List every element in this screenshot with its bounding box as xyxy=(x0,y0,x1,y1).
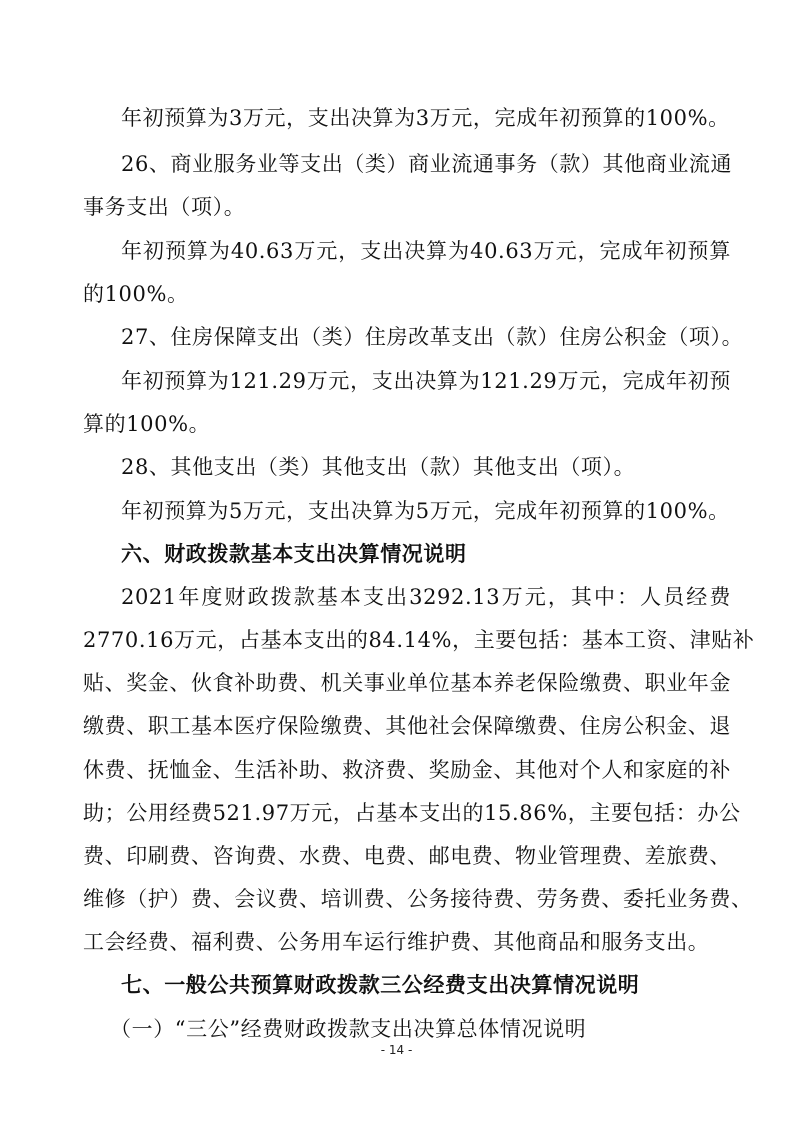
paragraph-line: 28、其他支出（类）其他支出（款）其他支出（项）。 xyxy=(121,455,636,479)
paragraph-line: 26、商业服务业等支出（类）商业流通事务（款）其他商业流通 xyxy=(121,152,733,176)
paragraph-line: 年初预算为5万元，支出决算为5万元，完成年初预算的100%。 xyxy=(121,499,730,523)
paragraph-line: 贴、奖金、伙食补助费、机关事业单位基本养老保险缴费、职业年金 xyxy=(83,671,731,695)
paragraph-line: 工会经费、福利费、公务用车运行维护费、其他商品和服务支出。 xyxy=(83,930,710,954)
paragraph-line: 缴费、职工基本医疗保险缴费、其他社会保障缴费、住房公积金、退 xyxy=(83,714,731,738)
section-heading: 六、财政拨款基本支出决算情况说明 xyxy=(121,542,467,566)
paragraph-line: 维修（护）费、会议费、培训费、公务接待费、劳务费、委托业务费、 xyxy=(83,887,753,911)
paragraph-line: 助；公用经费521.97万元，占基本支出的15.86%，主要包括：办公 xyxy=(83,801,741,825)
page-number: - 14 - xyxy=(380,1043,413,1057)
paragraph-line: 27、住房保障支出（类）住房改革支出（款）住房公积金（项）。 xyxy=(121,325,744,349)
paragraph-line: 事务支出（项）。 xyxy=(83,195,246,219)
paragraph-line: 2021年度财政拨款基本支出3292.13万元，其中：人员经费 xyxy=(121,585,731,609)
paragraph-line: 2770.16万元，占基本支出的84.14%，主要包括：基本工资、津贴补 xyxy=(83,628,755,652)
paragraph-line: 的100%。 xyxy=(83,282,189,306)
paragraph-line: 年初预算为3万元，支出决算为3万元，完成年初预算的100%。 xyxy=(121,106,730,130)
subsection-heading: （一）“三公”经费财政拨款支出决算总体情况说明 xyxy=(110,1017,587,1041)
paragraph-line: 费、印刷费、咨询费、水费、电费、邮电费、物业管理费、差旅费、 xyxy=(83,844,731,868)
paragraph-line: 年初预算为121.29万元，支出决算为121.29万元，完成年初预 xyxy=(121,369,731,393)
paragraph-line: 算的100%。 xyxy=(83,412,211,436)
paragraph-line: 休费、抚恤金、生活补助、救济费、奖励金、其他对个人和家庭的补 xyxy=(83,758,731,782)
section-heading: 七、一般公共预算财政拨款三公经费支出决算情况说明 xyxy=(121,973,640,997)
paragraph-line: 年初预算为40.63万元，支出决算为40.63万元，完成年初预算 xyxy=(121,239,731,263)
